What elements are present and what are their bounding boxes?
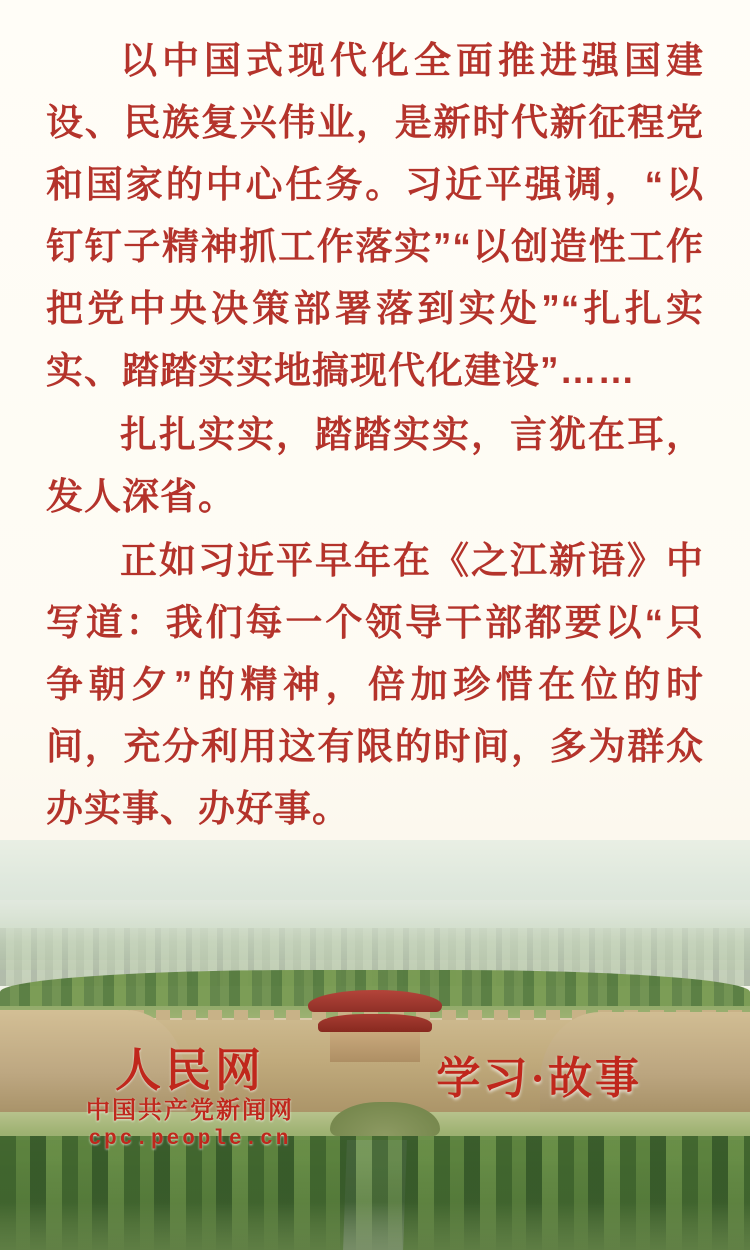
publisher-logo (86, 1044, 294, 1154)
column-title: 学习·故事 (436, 1054, 642, 1103)
paragraph-2: 扎扎实实，踏踏实实，言犹在耳，发人深省。 (46, 414, 704, 517)
gate-body (330, 1032, 420, 1062)
site-subtitle: 中国共产党新闻网 (86, 1097, 294, 1124)
site-name: 人民网 (115, 1044, 265, 1096)
article-body (46, 30, 704, 842)
photo-bottom-shade (0, 1160, 750, 1250)
paragraph-3: 正如习近平早年在《之江新语》中写道：我们每一个领导干部都要以“只争朝夕”的精神，倍加珍惜在位的时间，充分利用这有限的时间，多为群众办实事、办好事。 (46, 540, 704, 829)
gate-roof-lower (318, 1014, 432, 1032)
gate-tower (300, 990, 450, 1060)
paragraph-1: 以中国式现代化全面推进强国建设、民族复兴伟业，是新时代新征程党和国家的中心任务。习近平强调，“以钉钉子精神抓工作落实”“以创造性工作把党中央决策部署落到实处”“扎扎实实、踏踏实实地搞现代化建设”…… (46, 40, 704, 391)
haze-layer (0, 900, 750, 970)
gate-roof-upper (308, 990, 442, 1012)
site-url: cpc.people.cn (88, 1128, 292, 1151)
